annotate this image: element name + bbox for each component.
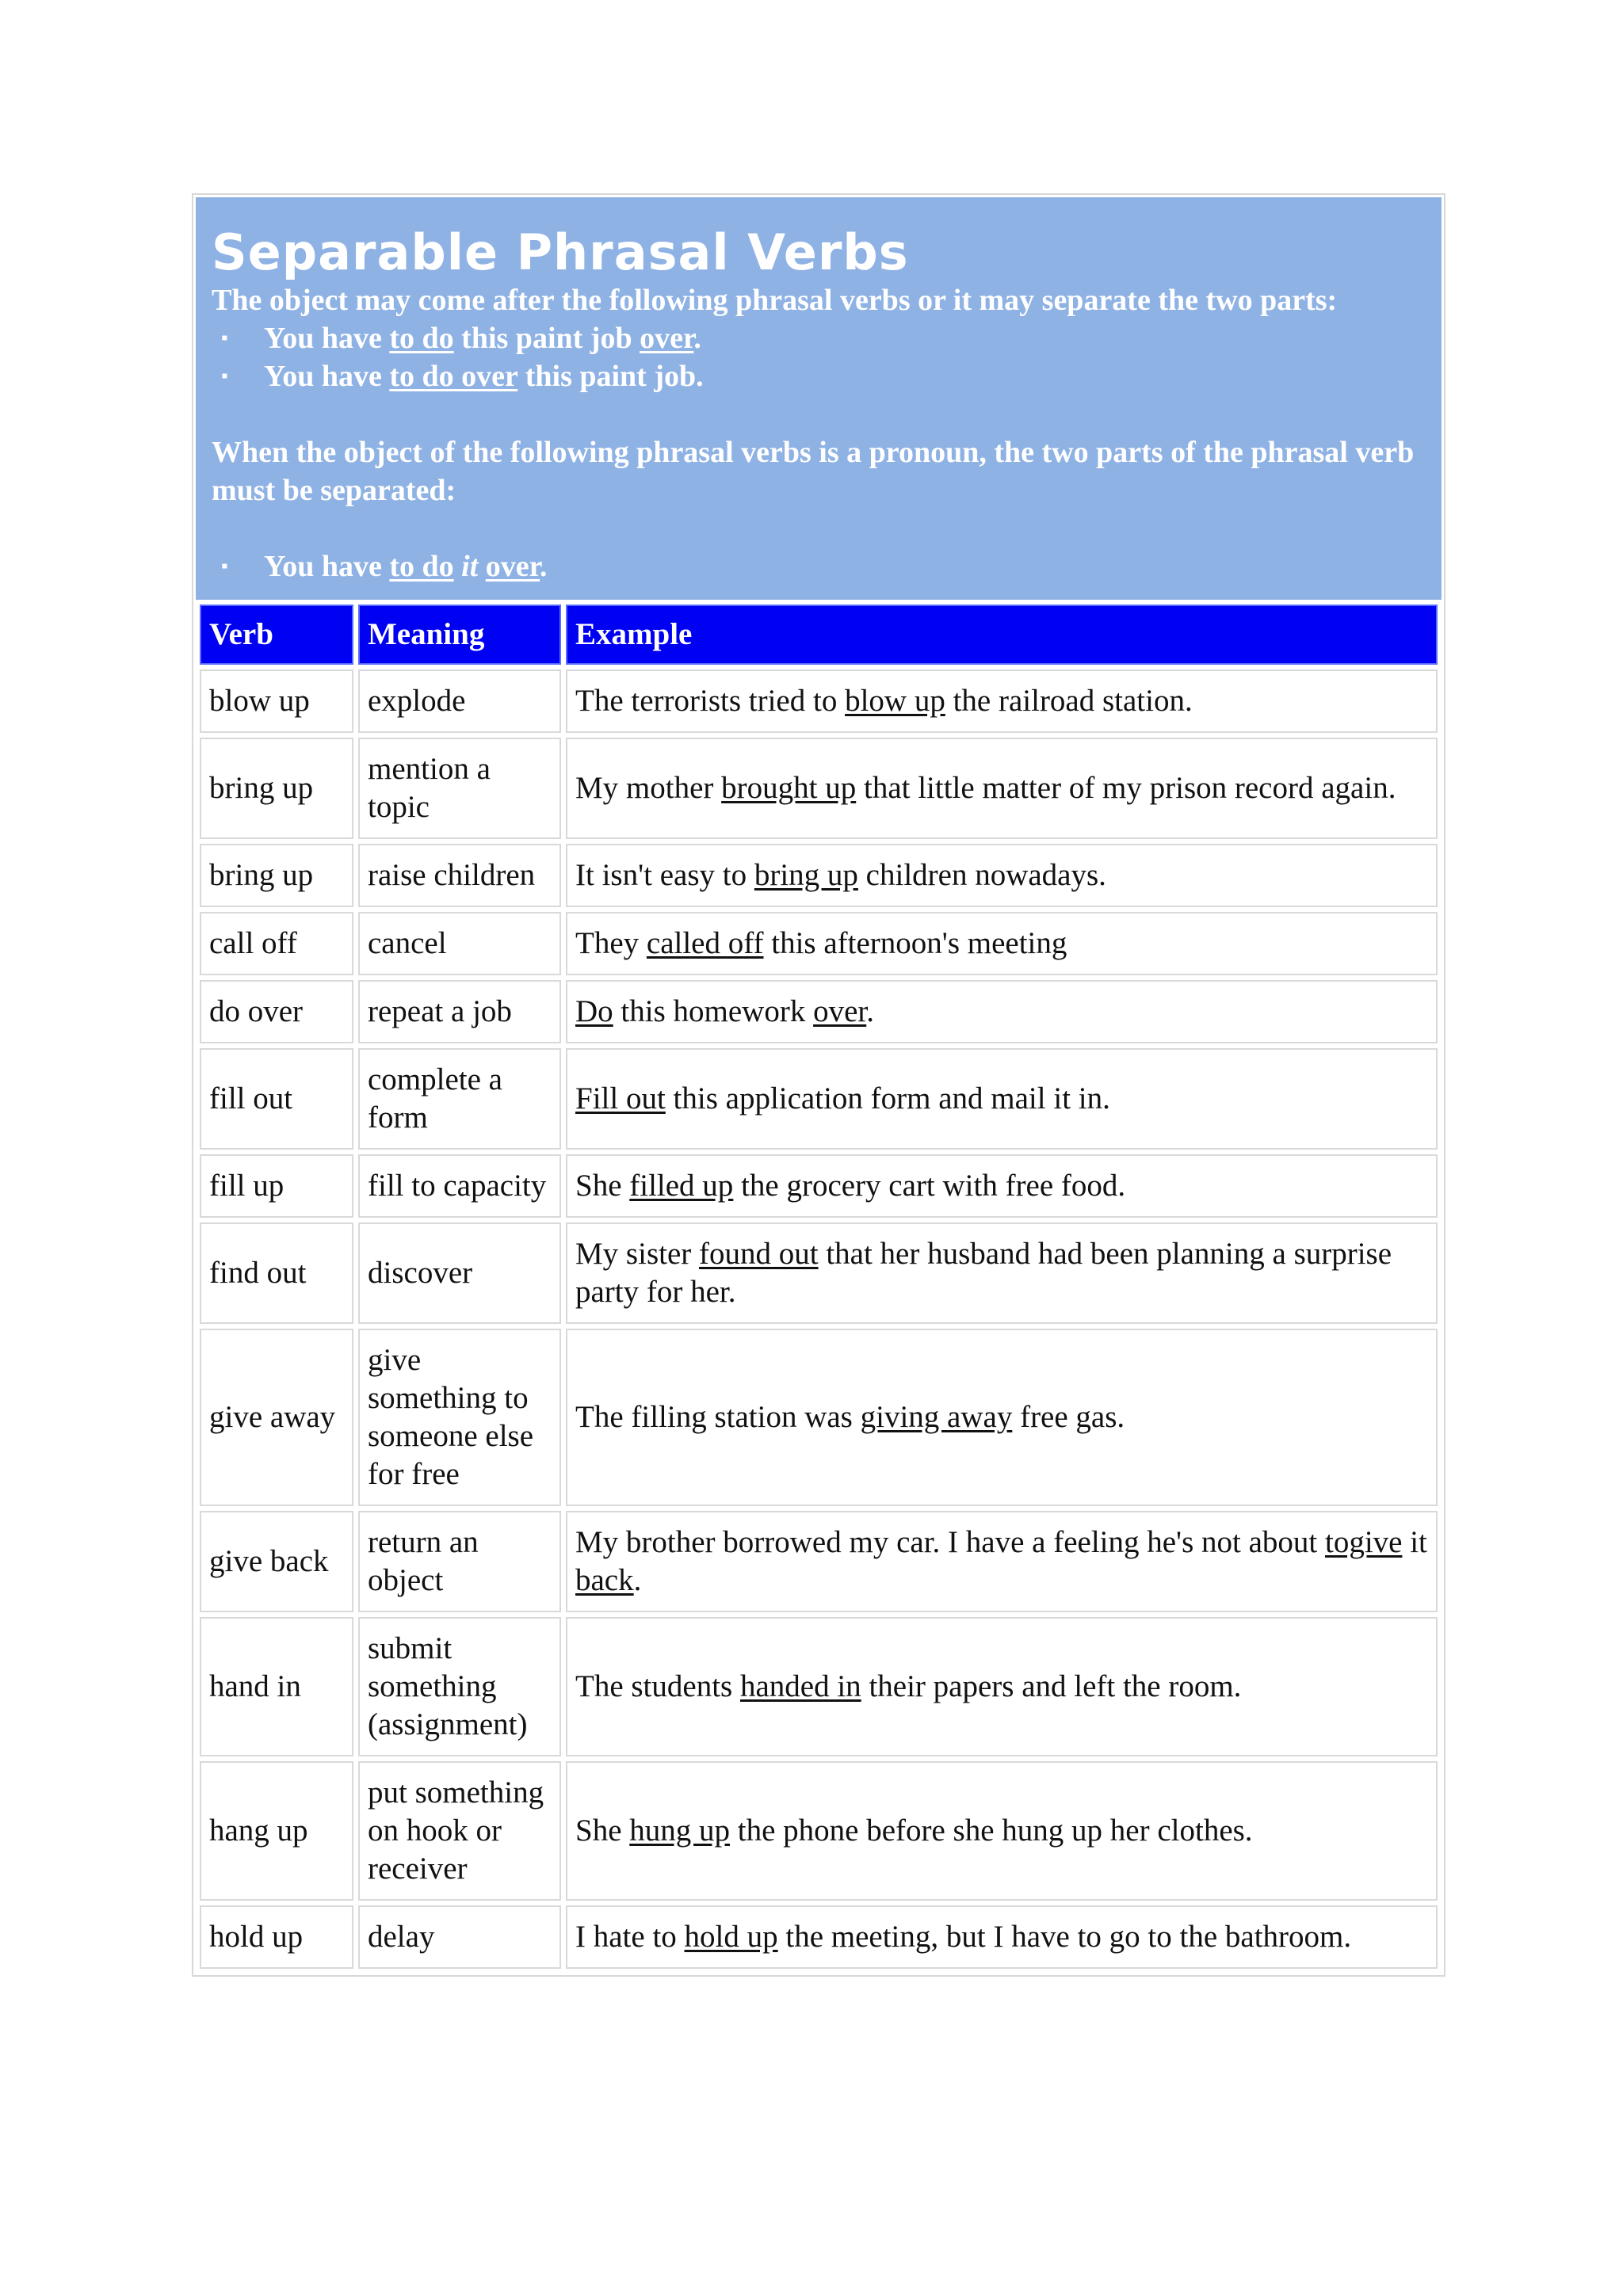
- phrasal-verb-highlight: bring up: [754, 858, 858, 892]
- phrasal-verb-highlight: called off: [646, 926, 764, 960]
- text-segment: She: [575, 1814, 630, 1848]
- text-segment: It isn't easy to: [575, 858, 754, 892]
- meaning-cell: submit something (assignment): [358, 1617, 561, 1756]
- text-segment: .: [866, 994, 874, 1028]
- text-segment: She: [575, 1169, 630, 1203]
- example-cell: [566, 1329, 1438, 1506]
- phrasal-verb-highlight: brought up: [721, 771, 857, 805]
- table-row: [200, 738, 1438, 839]
- text-segment: You have: [264, 550, 390, 583]
- square-bullet-icon: ▪: [221, 366, 228, 387]
- phrasal-verb-highlight: handed in: [739, 1669, 861, 1703]
- example-cell: [566, 1222, 1438, 1324]
- text-segment: The filling station was: [575, 1400, 861, 1434]
- verb-cell: hold up: [200, 1905, 353, 1969]
- table-row: [200, 1154, 1438, 1218]
- header-example: Example: [566, 605, 1438, 665]
- pronoun-rule-text: When the object of the following phrasal verbs is a pronoun, the two parts of the phrasal verb must be separated:: [212, 436, 1415, 507]
- text-segment: I hate to: [575, 1920, 685, 1954]
- phrasal-verb-highlight: to do over: [389, 360, 518, 393]
- verb-cell: bring up: [200, 738, 353, 839]
- verb-cell: give away: [200, 1329, 353, 1506]
- verb-cell: fill out: [200, 1048, 353, 1150]
- table-row: [200, 844, 1438, 907]
- example-cell: [566, 912, 1438, 975]
- pronoun-object: it: [461, 550, 479, 583]
- verb-cell: hang up: [200, 1761, 353, 1901]
- table-header-row: [200, 605, 1438, 665]
- example-cell: [566, 844, 1438, 907]
- example-cell: [566, 738, 1438, 839]
- text-segment: the railroad station.: [945, 684, 1193, 718]
- phrasal-verb-highlight: over: [813, 994, 867, 1028]
- meaning-cell: repeat a job: [358, 980, 561, 1043]
- phrasal-verb-highlight: filled up: [629, 1169, 734, 1203]
- text-segment: this homework: [613, 994, 814, 1028]
- text-segment: their papers and left the room.: [861, 1669, 1242, 1703]
- table-row: [200, 980, 1438, 1043]
- page-title: Separable Phrasal Verbs: [212, 223, 909, 281]
- example-cell: [566, 1905, 1438, 1969]
- text-segment: children nowadays.: [857, 858, 1106, 892]
- meaning-cell: fill to capacity: [358, 1154, 561, 1218]
- table-row: [200, 669, 1438, 733]
- verb-cell: bring up: [200, 844, 353, 907]
- text-segment: The students: [575, 1669, 740, 1703]
- text-segment: this paint job.: [517, 360, 704, 393]
- text-segment: .: [693, 322, 701, 355]
- text-segment: that her husband had been planning a surprise party for her.: [575, 1237, 1392, 1309]
- phrasal-verb-highlight: over: [640, 322, 694, 355]
- text-segment: My mother: [575, 771, 722, 805]
- text-segment: .: [540, 550, 548, 583]
- phrasal-verb-highlight: blow up: [845, 684, 945, 718]
- phrasal-verb-highlight: hung up: [629, 1814, 730, 1848]
- text-segment: You have: [264, 322, 390, 355]
- pronoun-example-list: [212, 547, 1426, 585]
- text-segment: The terrorists tried to: [575, 684, 846, 718]
- text-segment: free gas.: [1012, 1400, 1125, 1434]
- example-cell: [566, 1761, 1438, 1901]
- verb-cell: hand in: [200, 1617, 353, 1756]
- square-bullet-icon: ▪: [221, 328, 228, 349]
- table-row: [200, 1222, 1438, 1324]
- example-cell: [566, 980, 1438, 1043]
- meaning-cell: explode: [358, 669, 561, 733]
- phrasal-verb-highlight: found out: [699, 1237, 819, 1271]
- table-row: [200, 1329, 1438, 1506]
- phrasal-verb-highlight: to do: [389, 550, 454, 583]
- square-bullet-icon: ▪: [221, 556, 228, 577]
- verb-cell: do over: [200, 980, 353, 1043]
- text-segment: [454, 550, 462, 583]
- verb-cell: find out: [200, 1222, 353, 1324]
- text-segment: this afternoon's meeting: [763, 926, 1067, 960]
- phrasal-verb-highlight: Do: [575, 994, 613, 1028]
- meaning-cell: put something on hook or receiver: [358, 1761, 561, 1901]
- table-row: [200, 1048, 1438, 1150]
- example-cell: [566, 1511, 1438, 1612]
- table-row: [200, 1617, 1438, 1756]
- phrasal-verb-highlight: over: [485, 550, 540, 583]
- example-bullet: [212, 357, 1426, 395]
- phrasal-verb-highlight: togive: [1324, 1525, 1403, 1559]
- verb-cell: fill up: [200, 1154, 353, 1218]
- phrasal-verb-highlight: back: [575, 1563, 634, 1597]
- spacer: [212, 509, 1426, 547]
- example-cell: [566, 669, 1438, 733]
- intro-text: The object may come after the following phrasal verbs or it may separate the two parts:: [212, 284, 1338, 317]
- phrasal-verb-highlight: giving away: [860, 1400, 1013, 1434]
- text-segment: My brother borrowed my car. I have a feeling he's not about: [575, 1525, 1325, 1559]
- table-row: [200, 1511, 1438, 1612]
- text-segment: You have: [264, 360, 390, 393]
- meaning-cell: delay: [358, 1905, 561, 1969]
- text-segment: [478, 550, 486, 583]
- intro-panel: [196, 197, 1442, 600]
- text-segment: that little matter of my prison record again.: [856, 771, 1396, 805]
- text-segment: .: [633, 1563, 642, 1597]
- header-verb: Verb: [200, 605, 353, 665]
- document-sheet: [192, 193, 1445, 1977]
- example-cell: [566, 1154, 1438, 1218]
- table-row: [200, 1905, 1438, 1969]
- phrasal-verb-highlight: to do: [389, 322, 454, 355]
- text-segment: this application form and mail it in.: [665, 1081, 1110, 1116]
- table-row: [200, 912, 1438, 975]
- verb-cell: give back: [200, 1511, 353, 1612]
- phrasal-verb-highlight: hold up: [684, 1920, 778, 1954]
- text-segment: the phone before she hung up her clothes.: [730, 1814, 1253, 1848]
- verb-cell: blow up: [200, 669, 353, 733]
- text-segment: this paint job: [453, 322, 640, 355]
- meaning-cell: return an object: [358, 1511, 561, 1612]
- spacer: [212, 395, 1426, 433]
- header-meaning: Meaning: [358, 605, 561, 665]
- text-segment: it: [1402, 1525, 1427, 1559]
- table-row: [200, 1761, 1438, 1901]
- text-segment: They: [575, 926, 647, 960]
- verb-cell: call off: [200, 912, 353, 975]
- example-bullet: [212, 319, 1426, 357]
- phrasal-verb-highlight: Fill out: [575, 1081, 666, 1116]
- meaning-cell: discover: [358, 1222, 561, 1324]
- example-cell: [566, 1048, 1438, 1150]
- example-cell: [566, 1617, 1438, 1756]
- text-segment: the grocery cart with free food.: [733, 1169, 1126, 1203]
- intro-example-list: [212, 319, 1426, 395]
- example-bullet: [212, 547, 1426, 585]
- meaning-cell: give something to someone else for free: [358, 1329, 561, 1506]
- text-segment: the meeting, but I have to go to the bathroom.: [777, 1920, 1352, 1954]
- meaning-cell: complete a form: [358, 1048, 561, 1150]
- meaning-cell: cancel: [358, 912, 561, 975]
- meaning-cell: raise children: [358, 844, 561, 907]
- table-body: [200, 669, 1438, 1969]
- meaning-cell: mention a topic: [358, 738, 561, 839]
- text-segment: My sister: [575, 1237, 699, 1271]
- phrasal-verbs-table: [195, 600, 1442, 1974]
